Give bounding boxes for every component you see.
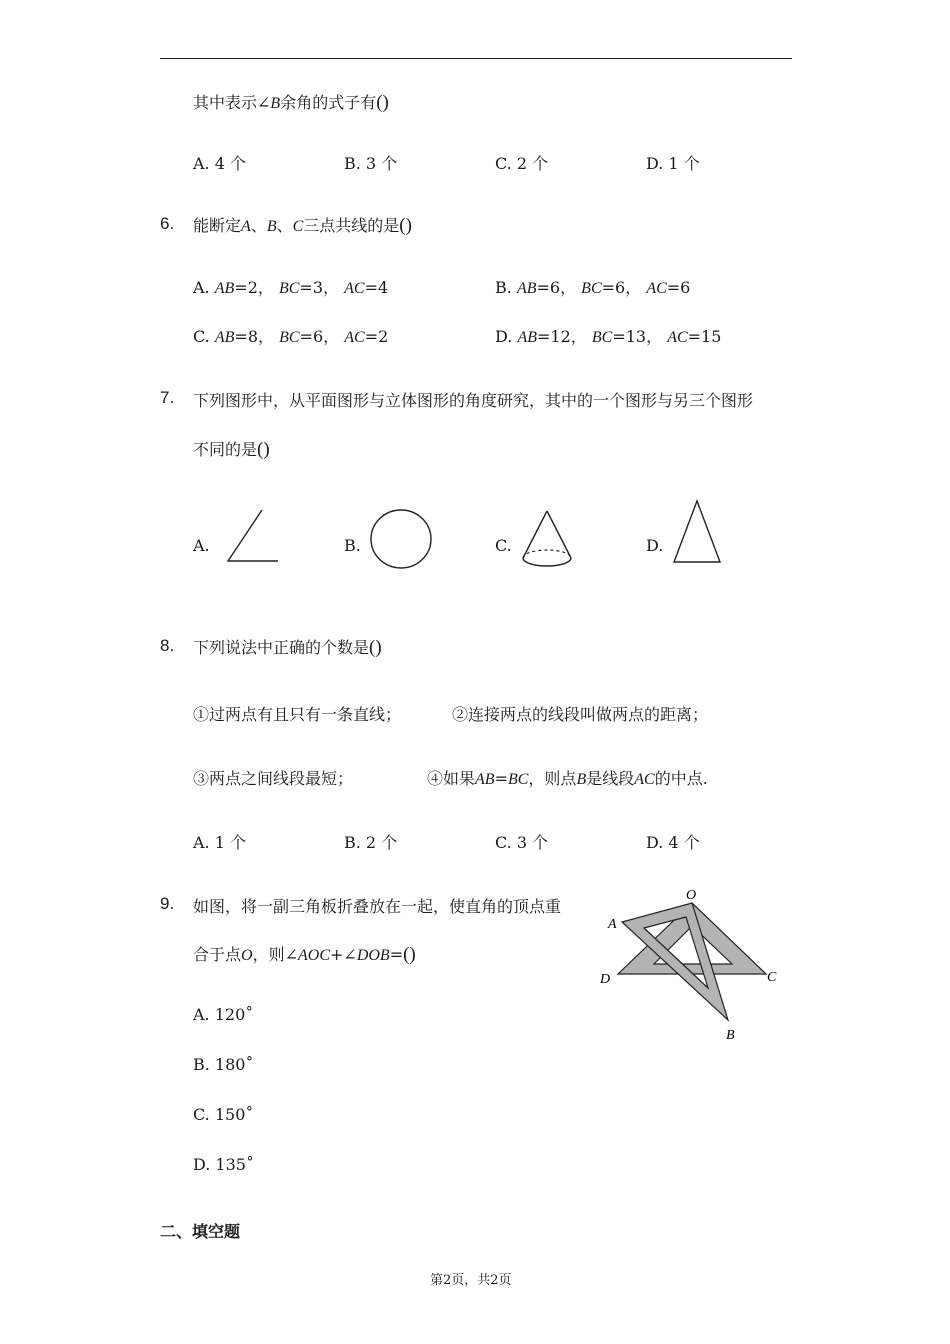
section-2-heading: 二、填空题 [160, 1222, 241, 1241]
label-a: A [608, 917, 617, 932]
q9-stem-line2: 合于点O，则∠AOC+∠DOB=() [193, 944, 416, 965]
q7-stem-line2: 不同的是() [193, 439, 270, 460]
q8-statement-4: ④如果AB=BC，则点B是线段AC的中点. [427, 769, 708, 788]
q6-option-d[interactable]: D. AB=12， BC=13， AC=15 [495, 327, 722, 346]
header-rule [160, 58, 792, 59]
q8-option-b[interactable]: B. 2 个 [344, 833, 398, 852]
q7-option-a[interactable]: A. [193, 536, 210, 555]
q7-option-c[interactable]: C. [495, 536, 512, 555]
circle-figure [366, 508, 436, 572]
q5-option-c[interactable]: C. 2 个 [495, 154, 549, 173]
label-c: C [767, 970, 777, 985]
q9-option-b[interactable]: B. 180˚ [193, 1055, 254, 1074]
cone-figure [518, 508, 578, 572]
page-footer: 第2页，共2页 [430, 1273, 512, 1288]
q8-option-d[interactable]: D. 4 个 [646, 833, 700, 852]
q6-option-a[interactable]: A. AB=2， BC=3， AC=4 [193, 278, 389, 297]
q9-option-c[interactable]: C. 150˚ [193, 1105, 254, 1124]
q5-option-d[interactable]: D. 1 个 [646, 154, 700, 173]
q7-option-d[interactable]: D. [646, 536, 664, 555]
q5-option-b[interactable]: B. 3 个 [344, 154, 398, 173]
q9-number: 9. [160, 894, 175, 913]
q7-number: 7. [160, 388, 175, 407]
label-d: D [600, 972, 611, 987]
q8-stem: 下列说法中正确的个数是() [193, 637, 382, 658]
q9-stem-line1: 如图，将一副三角板折叠放在一起，使直角的顶点重 [193, 897, 562, 916]
q6-option-c[interactable]: C. AB=8， BC=6， AC=2 [193, 327, 389, 346]
label-b: B [726, 1028, 735, 1043]
q8-statement-1: ①过两点有且只有一条直线； [193, 705, 402, 724]
q8-statement-3: ③两点之间线段最短； [193, 769, 354, 788]
q8-statement-2: ②连接两点的线段叫做两点的距离； [452, 705, 709, 724]
q6-number: 6. [160, 214, 175, 233]
q7-option-b[interactable]: B. [344, 536, 361, 555]
q8-option-c[interactable]: C. 3 个 [495, 833, 549, 852]
label-o: O [686, 888, 697, 903]
q8-option-a[interactable]: A. 1 个 [193, 833, 246, 852]
angle-figure [220, 505, 284, 569]
q6-option-b[interactable]: B. AB=6， BC=6， AC=6 [495, 278, 691, 297]
set-squares-figure [596, 884, 786, 1044]
q7-stem-line1: 下列图形中，从平面图形与立体图形的角度研究，其中的一个图形与另三个图形 [193, 391, 754, 410]
q8-number: 8. [160, 636, 175, 655]
q6-stem: 能断定A、B、C三点共线的是() [193, 215, 412, 236]
q9-option-d[interactable]: D. 135˚ [193, 1155, 254, 1174]
q5-stem: 其中表示∠B余角的式子有() [193, 92, 389, 113]
q5-option-a[interactable]: A. 4 个 [193, 154, 246, 173]
triangle-figure [670, 498, 726, 568]
q9-option-a[interactable]: A. 120˚ [193, 1005, 254, 1024]
